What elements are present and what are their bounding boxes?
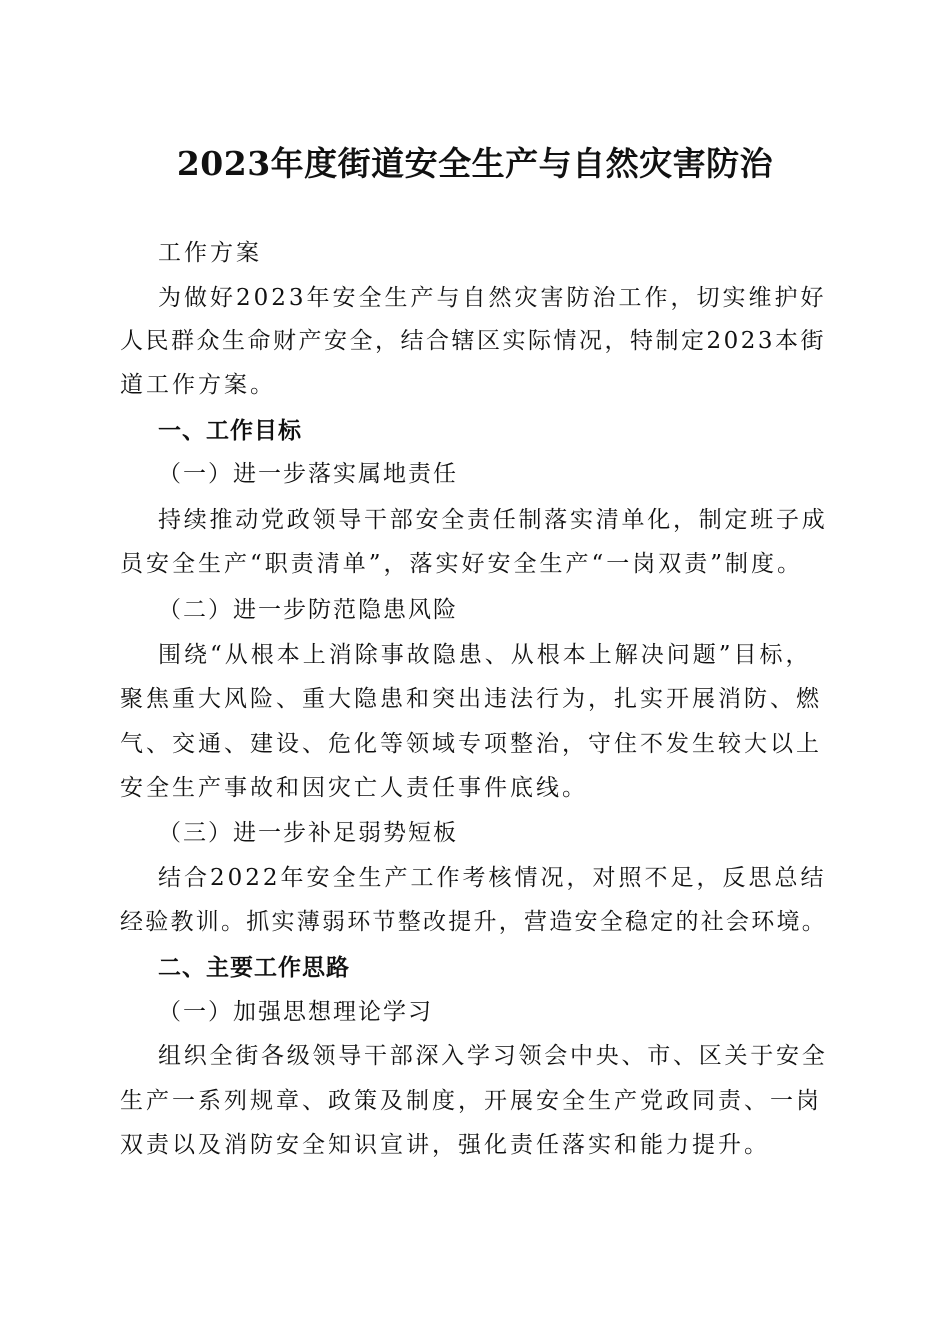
paragraph-line: 结合2022年安全生产工作考核情况，对照不足，反思总结 [158,865,827,891]
paragraph-line: 双责以及消防安全知识宣讲，强化责任落实和能力提升。 [120,1132,770,1158]
paragraph-line: 安全生产事故和因灾亡人责任事件底线。 [120,775,588,801]
subsection-heading: （二）进一步防范隐患风险 [158,597,458,623]
paragraph-line: 人民群众生命财产安全，结合辖区实际情况，特制定2023本街 [120,328,827,354]
paragraph-line: 经验教训。抓实薄弱环节整改提升，营造安全稳定的社会环境。 [120,909,827,935]
section-heading: 一、工作目标 [158,418,302,444]
subsection-heading: （一）加强思想理论学习 [158,999,433,1025]
paragraph-line: 员安全生产“职责清单”，落实好安全生产“一岗双责”制度。 [120,551,804,577]
doc-subtitle: 工作方案 [158,240,262,266]
paragraph-line: 聚焦重大风险、重大隐患和突出违法行为，扎实开展消防、燃 [120,686,822,712]
paragraph-line: 为做好2023年安全生产与自然灾害防治工作，切实维护好 [158,285,827,311]
paragraph-line: 组织全街各级领导干部深入学习领会中央、市、区关于安全 [158,1043,828,1069]
paragraph-line: 持续推动党政领导干部安全责任制落实清单化，制定班子成 [158,507,828,533]
subsection-heading: （三）进一步补足弱势短板 [158,820,458,846]
paragraph-line: 生产一系列规章、政策及制度，开展安全生产党政同责、一岗 [120,1088,822,1114]
section-heading: 二、主要工作思路 [158,955,350,981]
paragraph-line: 气、交通、建设、危化等领域专项整治，守住不发生较大以上 [120,731,822,757]
paragraph-line: 道工作方案。 [120,372,276,398]
paragraph-line: 围绕“从根本上消除事故隐患、从根本上解决问题”目标， [158,642,812,668]
document-title: 2023年度街道安全生产与自然灾害防治 [176,144,774,183]
subsection-heading: （一）进一步落实属地责任 [158,461,458,487]
